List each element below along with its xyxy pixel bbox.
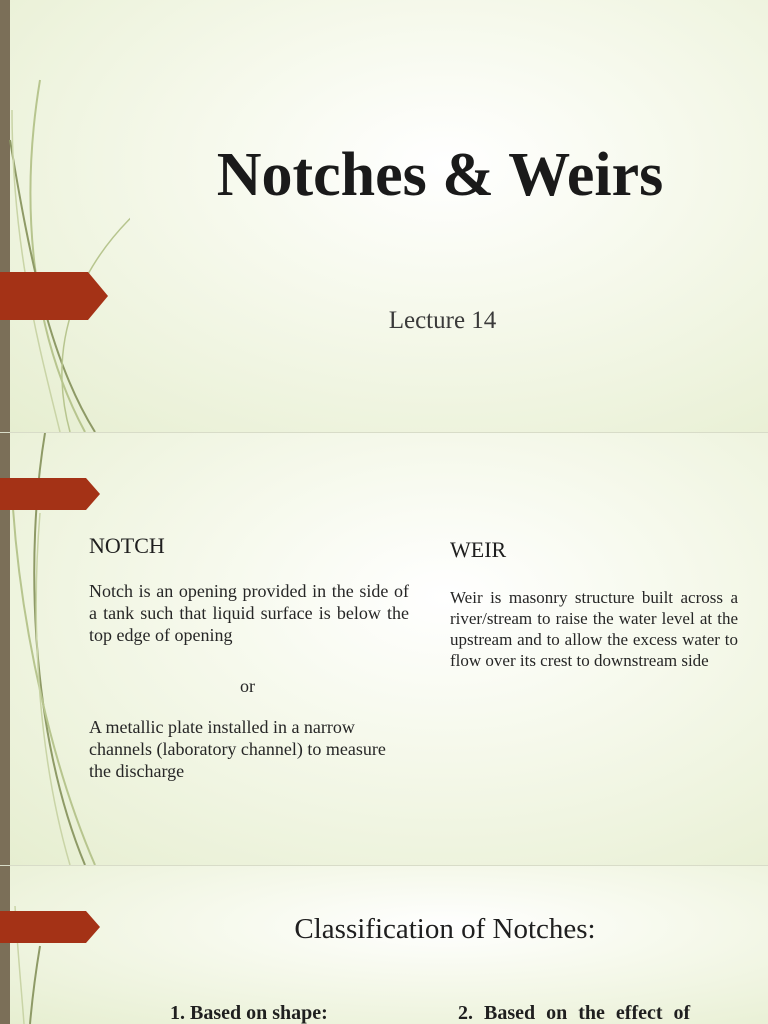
arrow-marker	[0, 272, 108, 320]
definition-slide	[0, 433, 768, 865]
weir-definition: Weir is masonry structure built across a river/stream to raise the water level at the upstream and to allow the excess water to flow over its crest to downstream side	[450, 588, 738, 670]
or-separator: or	[240, 676, 255, 696]
arrow-marker	[0, 478, 100, 510]
classification-item-shape: 1. Based on shape:	[170, 1002, 328, 1024]
decorative-curves	[0, 866, 130, 1024]
title-slide	[0, 0, 768, 432]
classification-title: Classification of Notches:	[294, 913, 596, 945]
notch-definition: Notch is an opening provided in the side of a tank such that liquid surface is below the top edge of opening	[89, 581, 409, 645]
page-title: Notches & Weirs	[216, 141, 664, 209]
weir-heading: WEIR	[450, 537, 507, 562]
notch-heading: NOTCH	[89, 533, 165, 558]
classification-item-effect: 2. Based on the effect of	[458, 1002, 691, 1024]
classification-slide	[0, 866, 768, 1024]
arrow-marker	[0, 911, 100, 943]
lecture-subtitle: Lecture 14	[388, 307, 497, 334]
decorative-curves	[0, 0, 130, 432]
notch-definition-alt: A metallic plate installed in a narrow channels (laboratory channel) to measure the discharge	[89, 717, 386, 781]
